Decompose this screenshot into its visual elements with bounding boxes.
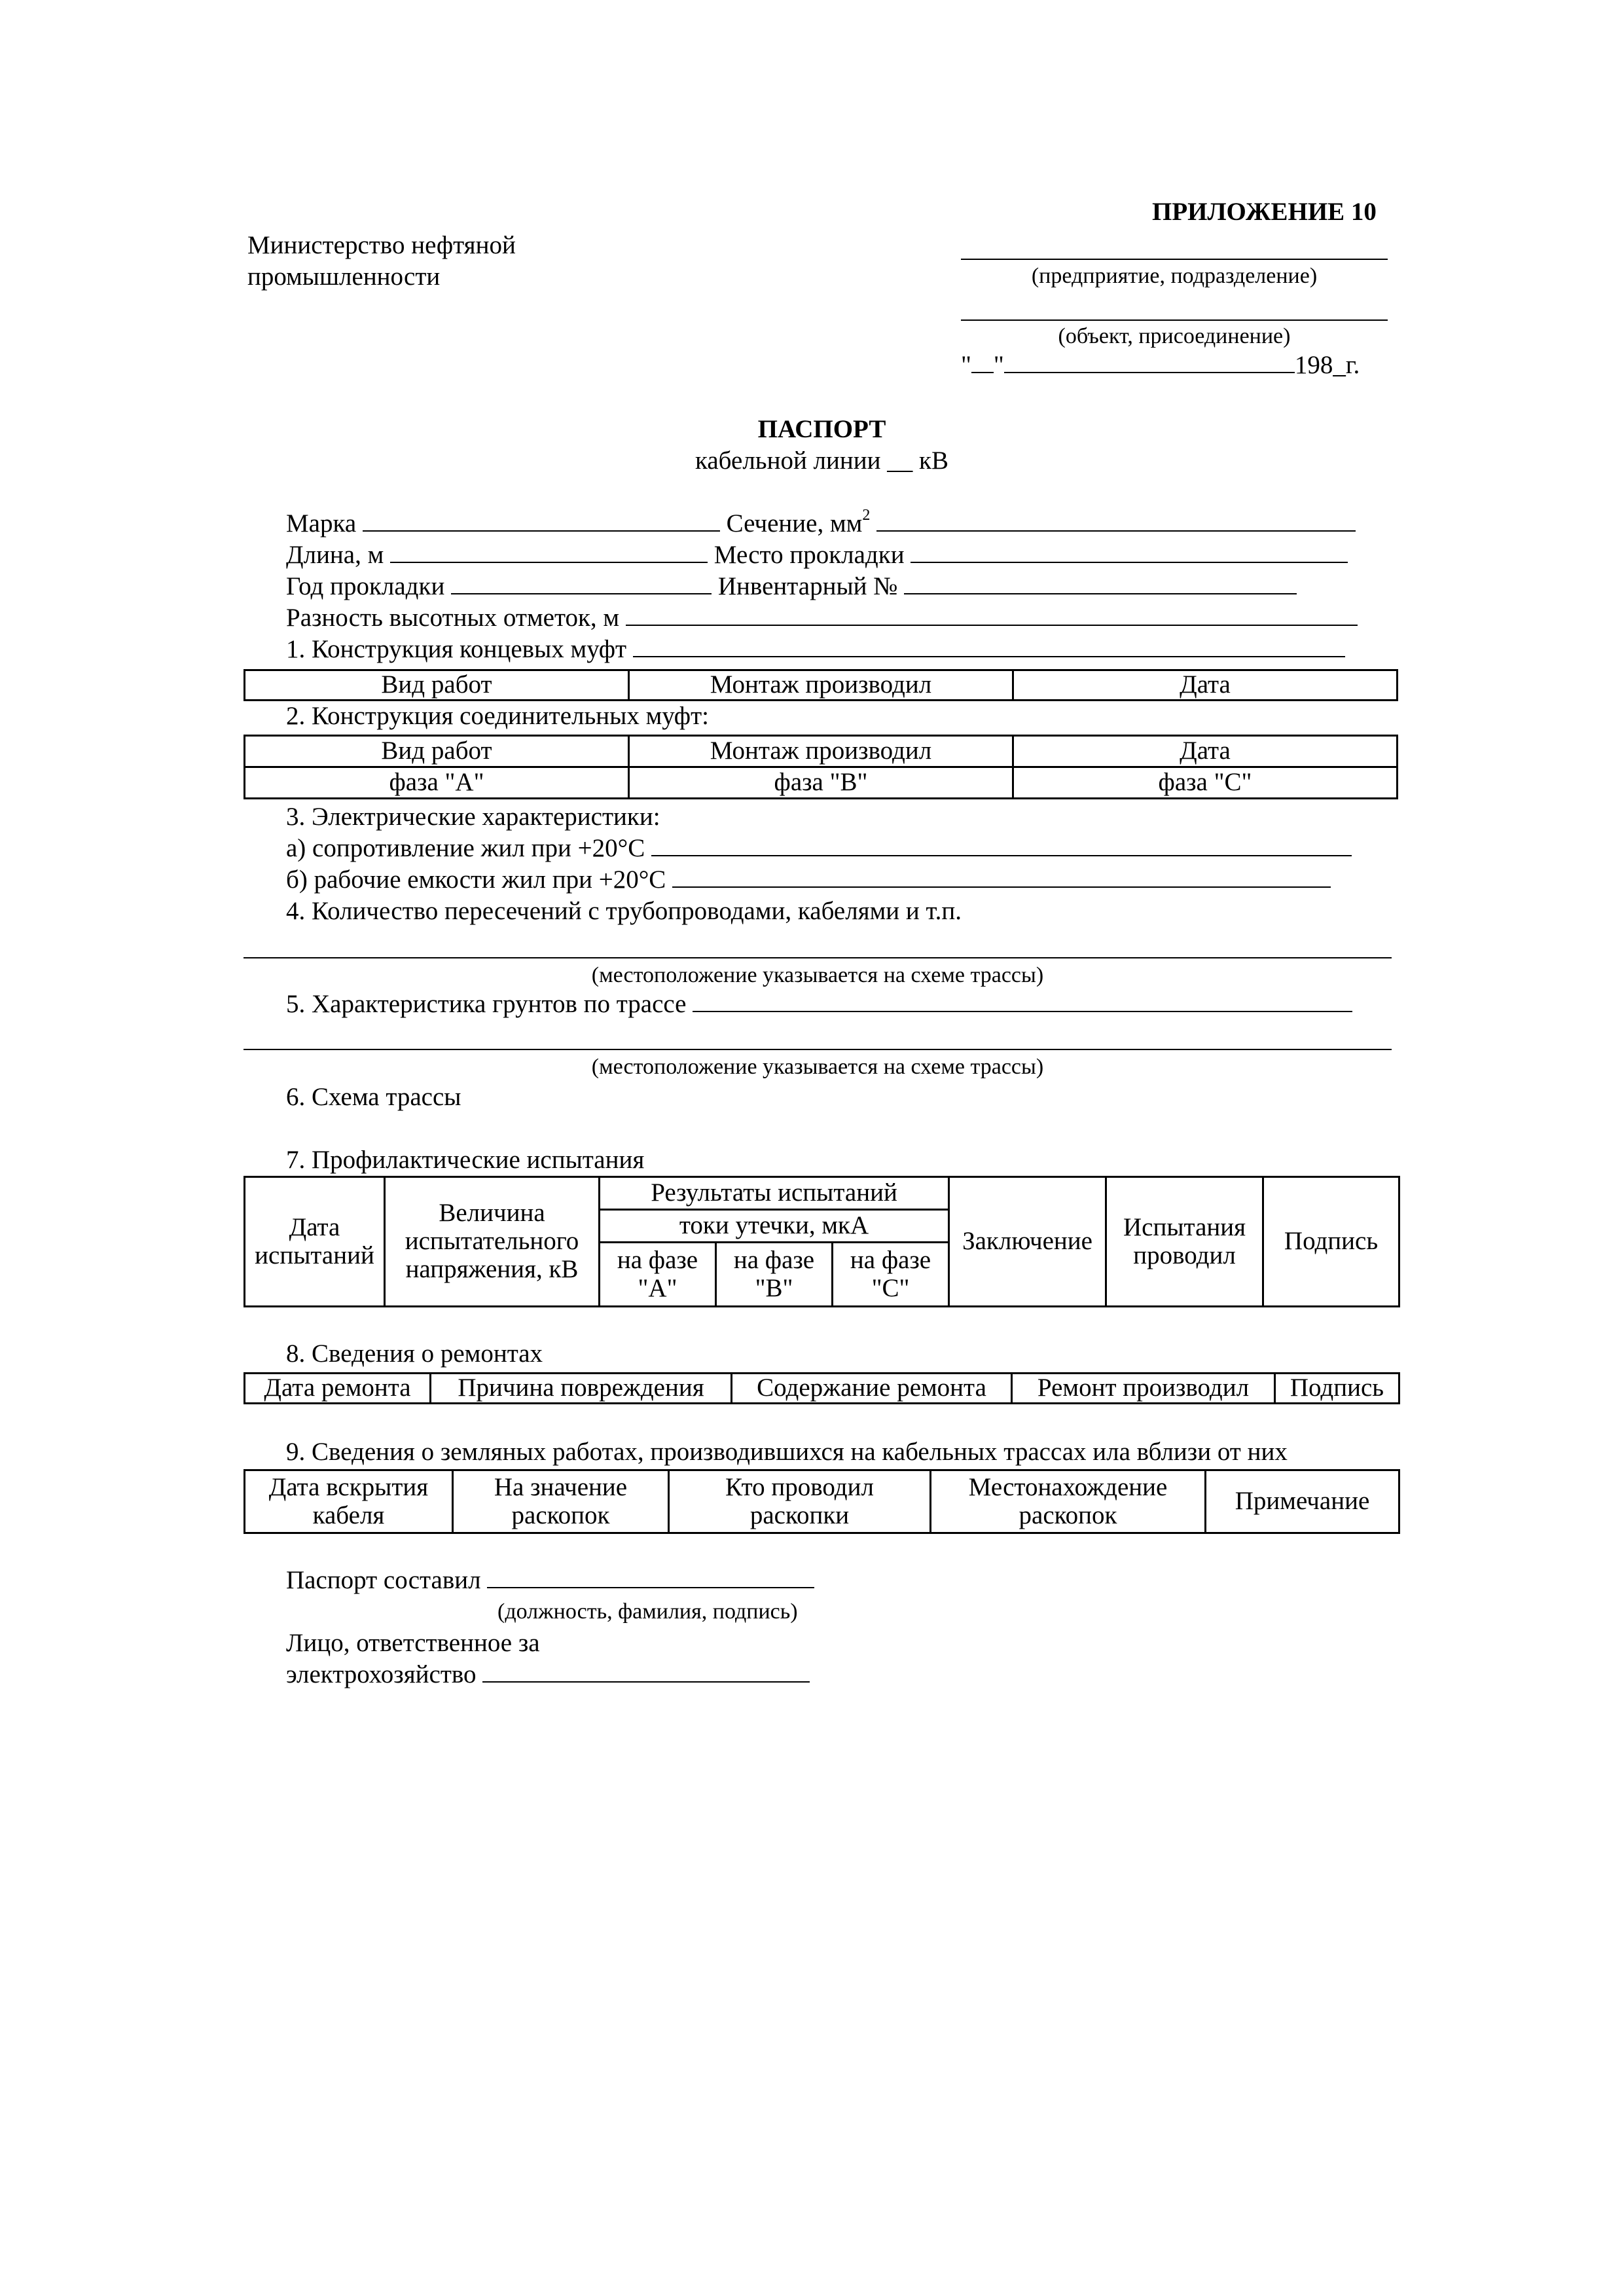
composed-label: Паспорт составил xyxy=(286,1566,481,1594)
responsible-field[interactable] xyxy=(482,1660,810,1683)
date-field xyxy=(961,351,1360,380)
s3-heading: 3. Электрические характеристики: xyxy=(286,803,660,831)
enterprise-line[interactable] xyxy=(961,259,1388,260)
s9-h2-l1: На значение xyxy=(494,1472,628,1501)
s3-a-label: а) сопротивление жил при +20°С xyxy=(286,834,645,862)
s2-phase-c: фаза "С" xyxy=(1013,767,1398,799)
object-line[interactable] xyxy=(961,319,1388,321)
s7-phase-a-l1: на фазе xyxy=(617,1245,698,1274)
s3-a-row xyxy=(286,834,1352,864)
s9-h4-l1: Местонахождение xyxy=(968,1472,1168,1501)
date-day-line[interactable] xyxy=(971,351,994,373)
earthworks-table xyxy=(244,1469,1400,1534)
length-label: Длина, м xyxy=(286,541,384,569)
s2-phase-a: фаза "А" xyxy=(245,767,629,799)
brand-row xyxy=(286,509,1356,539)
brand-field[interactable] xyxy=(363,509,720,532)
s8-heading: 8. Сведения о ремонтах xyxy=(286,1339,543,1368)
s9-header-date xyxy=(245,1470,453,1533)
s2-header-work-type: Вид работ xyxy=(245,736,629,767)
s7-phase-c-l1: на фазе xyxy=(850,1245,931,1274)
section-field[interactable] xyxy=(876,509,1356,532)
s3-b-row xyxy=(286,866,1331,895)
composed-caption: (должность, фамилия, подпись) xyxy=(497,1599,798,1624)
s2-phase-b: фаза "В" xyxy=(629,767,1013,799)
s8-header-cause: Причина повреждения xyxy=(431,1374,732,1404)
s9-h1-l1: Дата вскрытия xyxy=(268,1472,429,1501)
s9-header-purpose xyxy=(453,1470,669,1533)
s7-header-phase-b xyxy=(716,1243,833,1307)
date-year: 198_г. xyxy=(1294,351,1360,379)
composed-row xyxy=(286,1566,814,1595)
quote-close: " xyxy=(993,351,1004,379)
s6-heading: 6. Схема трассы xyxy=(286,1083,461,1111)
laying-place-label: Место прокладки xyxy=(713,541,905,569)
tests-table xyxy=(244,1176,1400,1307)
responsible-row xyxy=(286,1660,810,1690)
s9-h4-l2: раскопок xyxy=(1019,1501,1117,1529)
ministry-line-1: Министерство нефтяной xyxy=(247,231,516,259)
composed-field[interactable] xyxy=(487,1566,814,1588)
s7-header-conclusion: Заключение xyxy=(949,1177,1106,1307)
s4-caption: (местоположение указывается на схеме трассы) xyxy=(591,963,1044,987)
s7-header-currents: токи утечки, мкА xyxy=(600,1210,949,1243)
s5-field[interactable] xyxy=(693,990,1352,1012)
s7-voltage-l1: Величина xyxy=(439,1199,545,1228)
ministry-line-2: промышленности xyxy=(247,263,441,291)
responsible-line-2: электрохозяйство xyxy=(286,1660,477,1688)
year-row xyxy=(286,572,1297,602)
laying-place-field[interactable] xyxy=(911,541,1348,563)
s5-field-2[interactable] xyxy=(244,1049,1392,1050)
s9-h1-l2: кабеля xyxy=(312,1501,385,1529)
s7-phase-b-l2: "В" xyxy=(755,1273,793,1302)
s4-field[interactable] xyxy=(244,957,1392,958)
s3-b-label: б) рабочие емкости жил при +20°С xyxy=(286,866,666,894)
s3-a-field[interactable] xyxy=(651,834,1352,856)
s2-heading: 2. Конструкция соединительных муфт: xyxy=(286,702,709,730)
s7-header-phase-c xyxy=(833,1243,949,1307)
enterprise-caption: (предприятие, подразделение) xyxy=(1031,264,1318,288)
s7-heading: 7. Профилактические испытания xyxy=(286,1146,645,1174)
s7-tested-l1: Испытания xyxy=(1123,1212,1246,1241)
s2-header-date: Дата xyxy=(1013,736,1398,767)
s4-heading: 4. Количество пересечений с трубопроводами, кабелями и т.п. xyxy=(286,897,962,925)
document-subtitle: кабельной линии __ кВ xyxy=(695,446,948,475)
s8-header-date: Дата ремонта xyxy=(245,1374,431,1404)
s9-h3-l2: раскопки xyxy=(749,1501,850,1529)
s5-caption: (местоположение указывается на схеме трассы) xyxy=(591,1055,1044,1079)
s7-phase-c-l2: "С" xyxy=(871,1273,910,1302)
s7-voltage-l2: испытательного xyxy=(405,1227,579,1256)
s1-row xyxy=(286,635,1345,665)
responsible-line-1: Лицо, ответственное за xyxy=(286,1629,540,1657)
s7-header-results: Результаты испытаний xyxy=(600,1177,949,1210)
object-caption: (объект, присоединение) xyxy=(1058,324,1291,348)
s1-header-installer: Монтаж производил xyxy=(629,670,1013,701)
s5-heading: 5. Характеристика грунтов по трассе xyxy=(286,990,687,1018)
s2-header-installer: Монтаж производил xyxy=(629,736,1013,767)
end-couplings-table xyxy=(244,669,1398,701)
laying-year-label: Год прокладки xyxy=(286,572,445,600)
inventory-field[interactable] xyxy=(904,572,1297,594)
length-row xyxy=(286,541,1348,570)
brand-label: Марка xyxy=(286,509,357,538)
s9-h2-l2: раскопок xyxy=(511,1501,610,1529)
document-title: ПАСПОРТ xyxy=(757,415,886,443)
joint-couplings-table xyxy=(244,735,1398,799)
height-diff-label: Разность высотных отметок, м xyxy=(286,604,620,632)
s1-heading: 1. Конструкция концевых муфт xyxy=(286,635,627,663)
s7-phase-b-l1: на фазе xyxy=(733,1245,815,1274)
s5-row xyxy=(286,990,1352,1019)
s7-header-date xyxy=(245,1177,385,1307)
s7-date-l1: Дата xyxy=(289,1212,340,1241)
repairs-table xyxy=(244,1372,1400,1404)
s7-header-voltage xyxy=(385,1177,600,1307)
s8-header-signature: Подпись xyxy=(1275,1374,1399,1404)
s1-header-work-type: Вид работ xyxy=(245,670,629,701)
section-sup: 2 xyxy=(862,507,871,524)
s9-heading: 9. Сведения о земляных работах, производившихся на кабельных трассах ила вблизи от них xyxy=(286,1438,1288,1466)
appendix-label: ПРИЛОЖЕНИЕ 10 xyxy=(1152,198,1377,226)
s7-date-l2: испытаний xyxy=(255,1241,374,1269)
s9-h3-l1: Кто проводил xyxy=(725,1472,874,1501)
s3-b-field[interactable] xyxy=(672,866,1331,888)
s7-phase-a-l2: "А" xyxy=(638,1273,677,1302)
s7-voltage-l3: напряжения, кВ xyxy=(405,1254,579,1283)
s7-header-signature: Подпись xyxy=(1263,1177,1399,1307)
s9-header-note: Примечание xyxy=(1206,1470,1399,1533)
s7-tested-l2: проводил xyxy=(1133,1241,1236,1269)
inventory-label: Инвентарный № xyxy=(717,572,898,600)
height-row xyxy=(286,604,1358,633)
s7-header-tested xyxy=(1106,1177,1263,1307)
s8-header-content: Содержание ремонта xyxy=(732,1374,1012,1404)
section-label: Сечение, мм xyxy=(726,509,863,538)
length-field[interactable] xyxy=(390,541,708,563)
quote-open: " xyxy=(961,351,971,379)
s8-header-performer: Ремонт производил xyxy=(1012,1374,1275,1404)
s9-header-who xyxy=(669,1470,931,1533)
s9-header-location xyxy=(931,1470,1206,1533)
date-month-line[interactable] xyxy=(1004,351,1295,373)
s1-field[interactable] xyxy=(633,635,1345,657)
s1-header-date: Дата xyxy=(1013,670,1398,701)
s7-header-phase-a xyxy=(600,1243,716,1307)
height-diff-field[interactable] xyxy=(626,604,1358,626)
laying-year-field[interactable] xyxy=(451,572,712,594)
